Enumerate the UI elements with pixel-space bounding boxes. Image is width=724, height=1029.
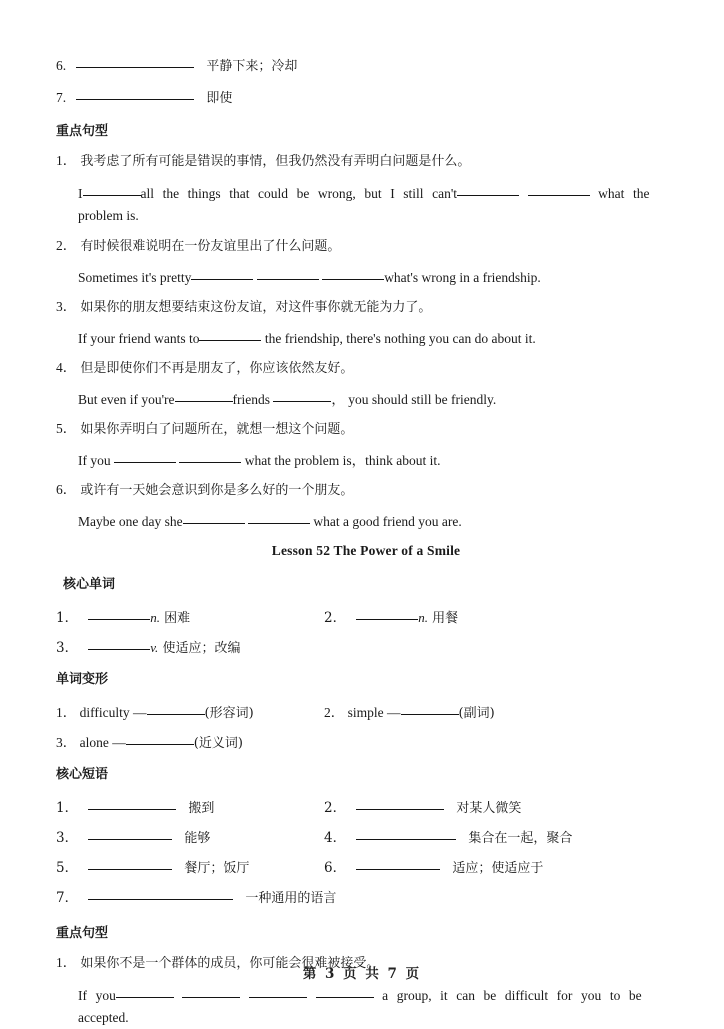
sentence-answer-en: [56, 390, 676, 408]
phrase-row: [56, 886, 676, 916]
word-form-entry: [56, 701, 254, 721]
part-of-speech: n.: [150, 610, 160, 625]
sentence-answer-en: [56, 329, 676, 347]
en-fragment: If your friend wants to: [78, 331, 200, 346]
answer-blank[interactable]: [126, 733, 194, 745]
item-number: 1．: [56, 705, 77, 720]
section-heading-core-phrases: 核心短语: [56, 767, 109, 782]
item-meaning: 餐厅；饭厅: [184, 861, 250, 876]
sentence-chinese: 如果你弄明白了问题所在，就想一想这个问题。: [80, 422, 354, 437]
en-fragment: what's wrong in a friendship.: [384, 270, 541, 285]
item-meaning: 平静下来；冷却: [206, 59, 298, 74]
word-form-entry: [56, 731, 243, 751]
answer-blank[interactable]: [528, 184, 590, 196]
sentence-chinese: 如果你的朋友想要结束这份友谊，对这件事你就无能为力了。: [80, 300, 432, 315]
section-heading-key-sentences-2: 重点句型: [56, 926, 109, 941]
section-heading-word-forms: 单词变形: [56, 672, 109, 687]
item-number: 6．: [324, 860, 347, 876]
page-footer: 第 3 页 共 7 页: [302, 966, 422, 982]
answer-blank[interactable]: [273, 390, 331, 402]
answer-blank[interactable]: [88, 608, 150, 620]
en-fragment: a group, it can be difficult for you to be: [382, 988, 642, 1003]
en-fragment: what the problem is，think about it.: [244, 453, 441, 468]
word-form-row: [56, 731, 676, 761]
sentence-chinese: 我考虑了所有可能是错误的事情，但我仍然没有弄明白问题是什么。: [80, 154, 471, 169]
answer-blank[interactable]: [88, 888, 233, 900]
sentence-answer-en: [56, 183, 678, 227]
item-number: 2．: [324, 705, 345, 720]
vocab-row: [56, 606, 676, 636]
item-number: 3．: [56, 640, 79, 656]
en-fragment-line2: problem is.: [78, 208, 139, 223]
item-meaning: 困难: [164, 611, 191, 626]
answer-blank[interactable]: [401, 703, 459, 715]
answer-blank[interactable]: [182, 986, 240, 998]
answer-blank[interactable]: [183, 512, 245, 524]
en-fragment: what a good friend you are.: [313, 514, 462, 529]
phrase-entry: [56, 796, 214, 816]
item-meaning: 对某人微笑: [456, 801, 522, 816]
item-meaning: 一种通用的语言: [245, 891, 337, 906]
answer-blank[interactable]: [83, 184, 141, 196]
phrase-entry: [324, 826, 572, 846]
part-of-speech: n.: [418, 610, 428, 625]
answer-blank[interactable]: [175, 390, 233, 402]
item-number: 5．: [56, 860, 79, 876]
vocab-row: [56, 636, 676, 666]
sentence-chinese: 或许有一天她会意识到你是多么好的一个朋友。: [80, 483, 354, 498]
answer-blank[interactable]: [179, 451, 241, 463]
word-form-row: [56, 701, 676, 731]
sentence-answer-en: [56, 451, 676, 469]
item-number: 3．: [56, 735, 77, 750]
sentence-chinese: 如果你不是一个群体的成员，你可能会很难被接受。: [80, 956, 380, 971]
item-number: 2．: [56, 238, 77, 253]
phrase-row: [56, 826, 676, 856]
item-number: 4．: [324, 830, 347, 846]
sentence-answer-en: [56, 268, 676, 286]
item-number: 7.: [56, 90, 67, 105]
sentence-prompt-cn: [56, 360, 676, 377]
sentence-prompt-cn: [56, 299, 676, 316]
base-word: simple —: [347, 705, 401, 720]
vocab-item: [56, 56, 676, 75]
part-of-speech: v.: [150, 640, 159, 655]
item-meaning: 即使: [206, 91, 233, 106]
item-meaning: 用餐: [432, 611, 459, 626]
sentence-answer-en: [56, 512, 676, 530]
item-number: 6.: [56, 58, 67, 73]
item-number: 1．: [56, 800, 79, 816]
en-fragment-line2: accepted.: [78, 1010, 129, 1025]
answer-blank[interactable]: [191, 268, 253, 280]
answer-blank[interactable]: [88, 798, 176, 810]
answer-blank[interactable]: [356, 828, 456, 840]
answer-blank[interactable]: [147, 703, 205, 715]
answer-blank[interactable]: [199, 329, 261, 341]
item-number: 6．: [56, 482, 77, 497]
sentence-prompt-cn: [56, 482, 676, 499]
vocab-entry: [56, 606, 190, 626]
section-heading-key-sentences: 重点句型: [56, 124, 109, 139]
phrase-entry: [56, 826, 210, 846]
item-number: 2．: [324, 800, 347, 816]
en-fragment: But even if you're: [78, 392, 175, 407]
item-number: 4．: [56, 360, 77, 375]
answer-blank[interactable]: [356, 608, 418, 620]
answer-blank[interactable]: [322, 268, 384, 280]
phrase-entry: [56, 886, 336, 906]
answer-blank[interactable]: [88, 828, 172, 840]
answer-blank[interactable]: [356, 858, 440, 870]
item-meaning: 集合在一起，聚合: [468, 831, 573, 846]
item-meaning: 使适应；改编: [162, 641, 241, 656]
item-number: 5．: [56, 421, 77, 436]
item-meaning: 能够: [184, 831, 211, 846]
sentence-chinese: 有时候很难说明在一份友谊里出了什么问题。: [80, 239, 341, 254]
phrase-row: [56, 796, 676, 826]
item-number: 2．: [324, 610, 347, 626]
item-number: 1．: [56, 955, 77, 970]
en-fragment: all the things that could be wrong, but I still can't: [140, 186, 458, 201]
form-note: (副词): [458, 706, 495, 721]
sentence-answer-en: [56, 985, 678, 1029]
form-note: (近义词): [193, 736, 243, 751]
vocab-entry: [324, 606, 458, 626]
answer-blank[interactable]: [114, 451, 176, 463]
answer-blank[interactable]: [88, 638, 150, 650]
section-heading-core-words: 核心单词: [63, 577, 116, 592]
answer-blank[interactable]: [116, 986, 174, 998]
answer-blank[interactable]: [356, 798, 444, 810]
item-number: 3．: [56, 830, 79, 846]
sentence-prompt-cn: [56, 238, 676, 255]
lesson-title: Lesson 52 The Power of a Smile: [271, 543, 461, 558]
sentence-prompt-cn: [56, 153, 676, 170]
en-fragment: friends: [232, 392, 271, 407]
en-fragment: Sometimes it's pretty: [78, 270, 192, 285]
item-number: 1．: [56, 153, 77, 168]
answer-blank[interactable]: [257, 268, 319, 280]
en-fragment: what the: [598, 186, 650, 201]
item-number: 7．: [56, 890, 79, 906]
base-word: difficulty —: [79, 705, 147, 720]
vocab-entry: [56, 636, 240, 656]
phrase-row: [56, 856, 676, 886]
en-fragment: Maybe one day she: [78, 514, 183, 529]
form-note: (形容词): [204, 706, 254, 721]
item-number: 1．: [56, 610, 79, 626]
answer-blank[interactable]: [457, 184, 519, 196]
en-fragment: If you: [78, 453, 111, 468]
answer-blank[interactable]: [76, 56, 194, 68]
answer-blank[interactable]: [88, 858, 172, 870]
phrase-entry: [56, 856, 249, 876]
answer-blank[interactable]: [316, 986, 374, 998]
item-meaning: 搬到: [188, 801, 215, 816]
phrase-entry: [324, 796, 521, 816]
vocab-item: [56, 88, 676, 107]
sentence-chinese: 但是即使你们不再是朋友了，你应该依然友好。: [80, 361, 354, 376]
word-form-entry: [324, 701, 495, 721]
answer-blank[interactable]: [76, 88, 194, 100]
sentence-prompt-cn: [56, 421, 676, 438]
en-fragment: I: [78, 186, 83, 201]
answer-blank[interactable]: [249, 986, 307, 998]
base-word: alone —: [79, 735, 126, 750]
phrase-entry: [324, 856, 543, 876]
answer-blank[interactable]: [248, 512, 310, 524]
en-fragment: ， you should still be friendly.: [331, 392, 497, 407]
item-meaning: 适应；使适应于: [452, 861, 544, 876]
en-fragment: the friendship, there's nothing you can do about it.: [264, 331, 536, 346]
en-fragment: If you: [78, 988, 116, 1003]
item-number: 3．: [56, 299, 77, 314]
